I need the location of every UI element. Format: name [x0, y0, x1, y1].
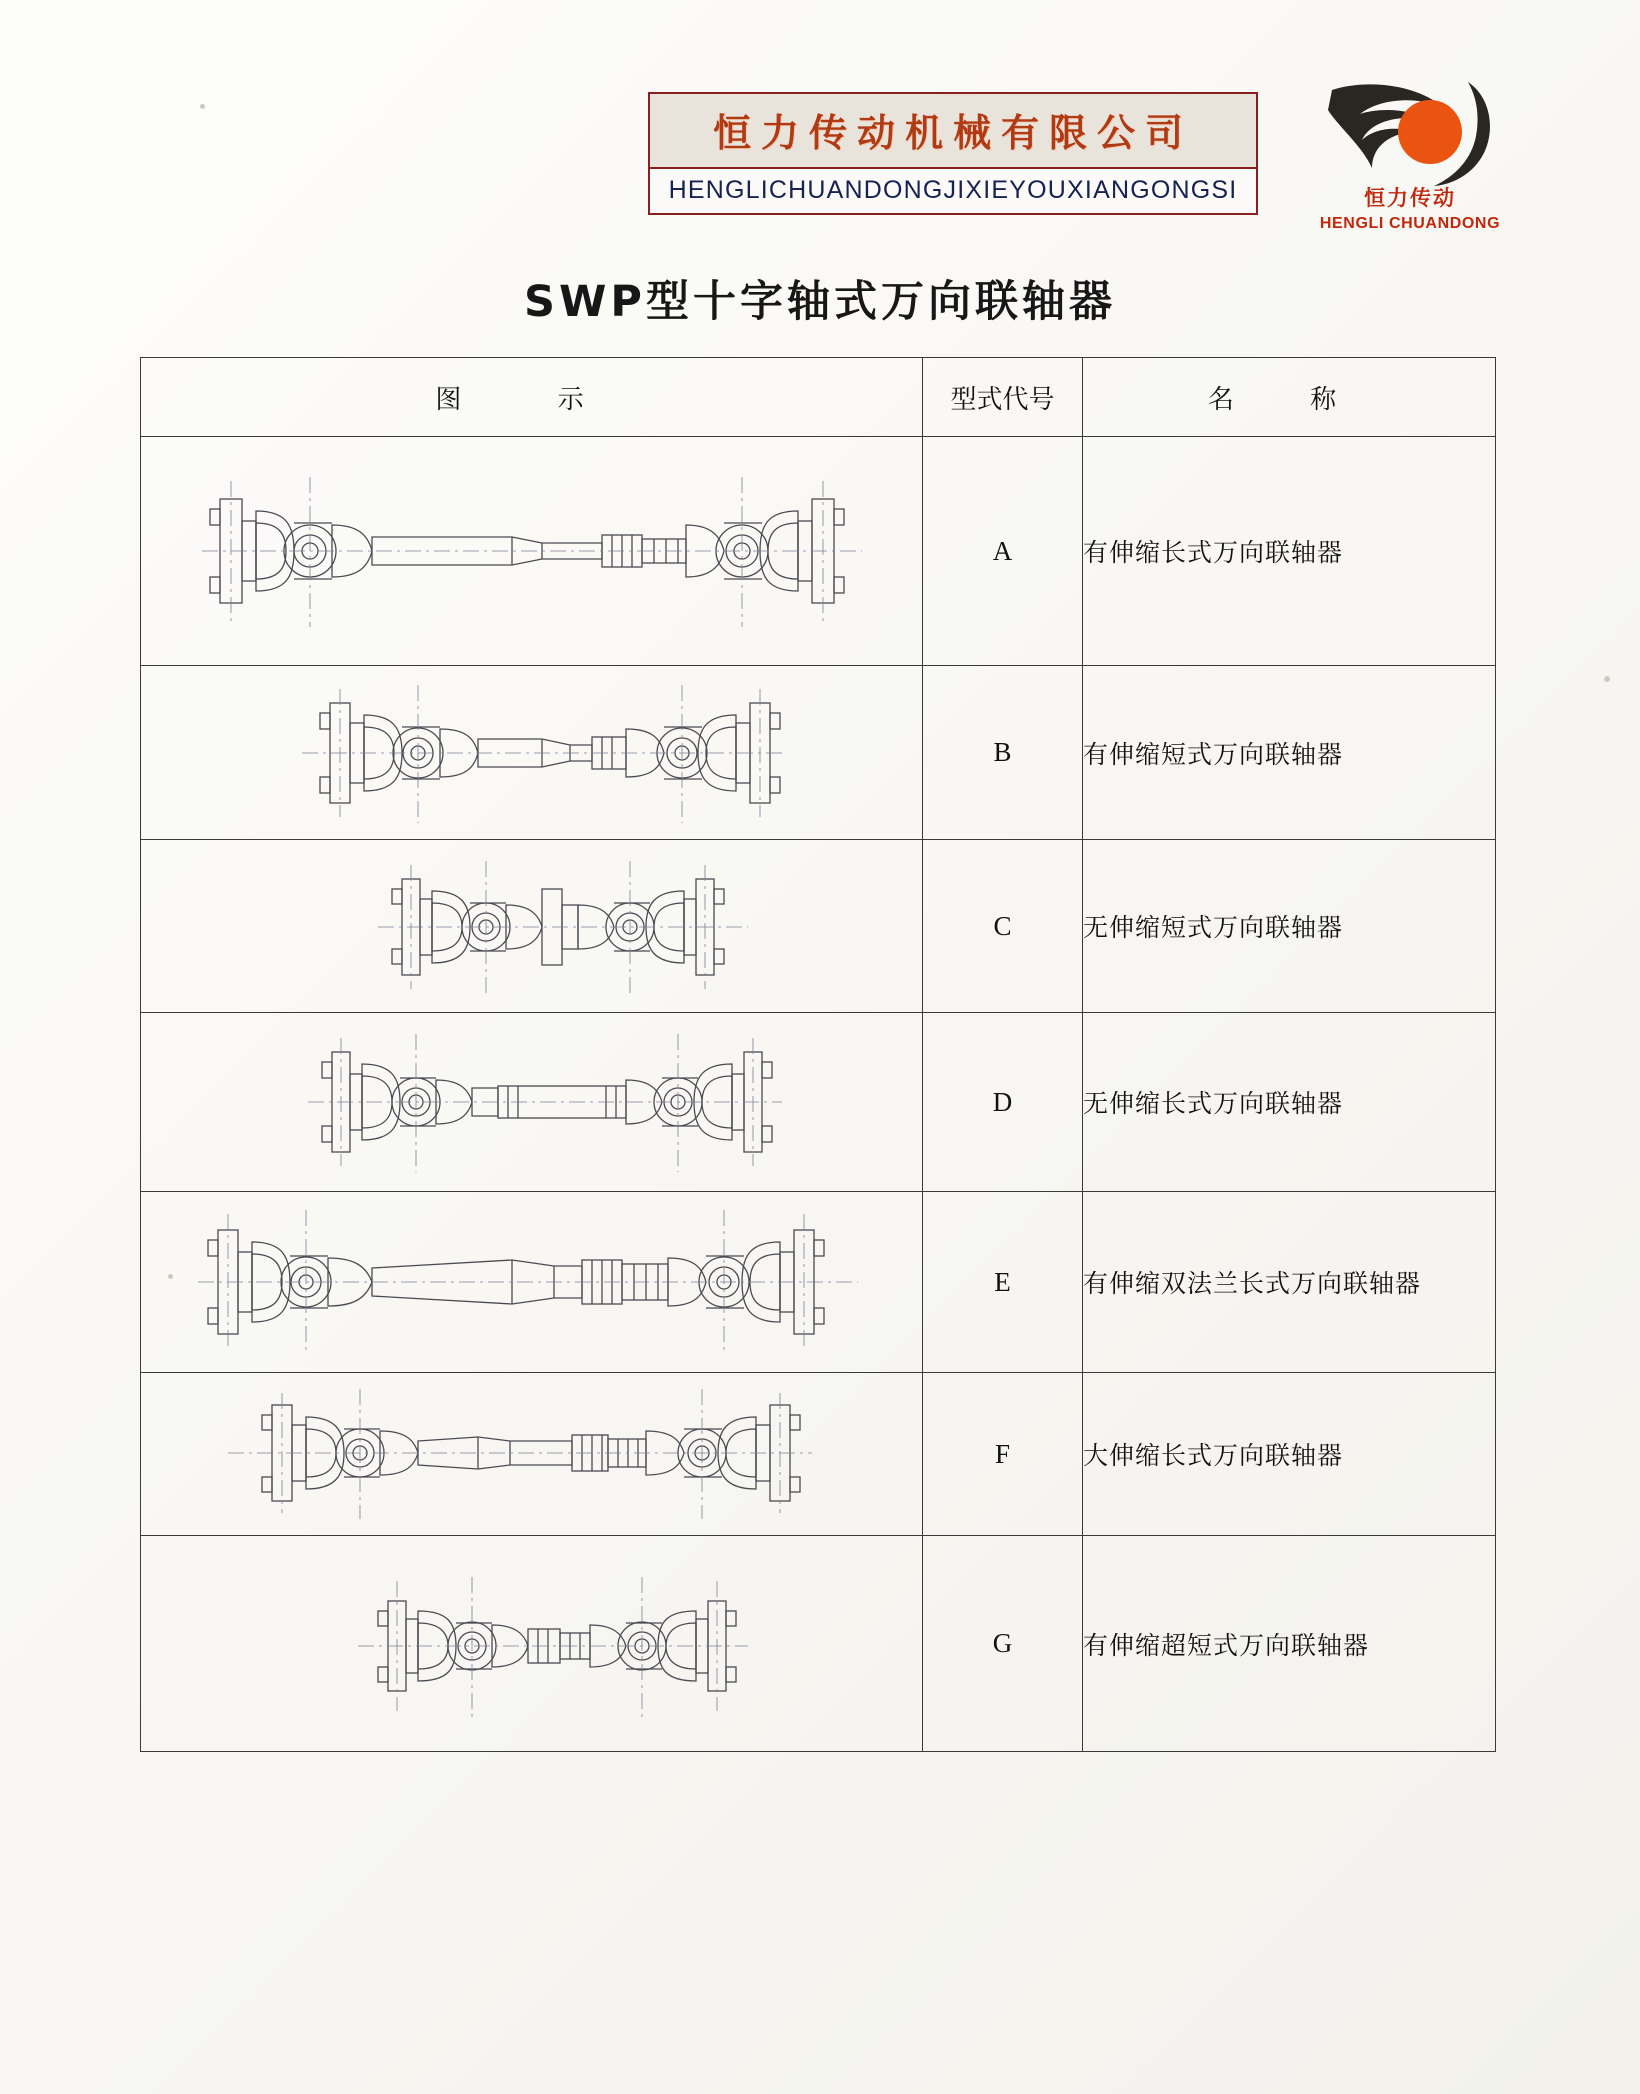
company-name-cn: 恒力传动机械有限公司 [650, 94, 1256, 169]
column-header-figure: 图 示 [141, 358, 923, 437]
name-cell-c: 无伸缩短式万向联轴器 [1083, 840, 1496, 1013]
company-name-box [648, 92, 1258, 215]
code-cell-a: A [923, 437, 1083, 666]
name-cell-e: 有伸缩双法兰长式万向联轴器 [1083, 1192, 1496, 1373]
figure-cell-f [141, 1373, 923, 1536]
scan-speck [1604, 676, 1610, 682]
table-row [141, 1373, 1496, 1536]
figure-cell-g [141, 1536, 923, 1752]
code-cell-d: D [923, 1013, 1083, 1192]
figure-cell-e [141, 1192, 923, 1373]
code-cell-f: F [923, 1373, 1083, 1536]
table-row [141, 1192, 1496, 1373]
code-cell-g: G [923, 1536, 1083, 1752]
table-row [141, 437, 1496, 666]
logo-text-en: HENGLI CHUANDONG [1319, 215, 1501, 232]
page-title: SWP型十字轴式万向联轴器 [524, 277, 1116, 327]
code-cell-c: C [923, 840, 1083, 1013]
name-cell-a: 有伸缩长式万向联轴器 [1083, 437, 1496, 666]
table-row [141, 1536, 1496, 1752]
name-cell-b: 有伸缩短式万向联轴器 [1083, 666, 1496, 840]
column-header-code: 型式代号 [923, 358, 1083, 437]
figure-cell-b [141, 666, 923, 840]
figure-cell-a [141, 437, 923, 666]
logo-mark-icon [1318, 74, 1503, 192]
name-cell-g: 有伸缩超短式万向联轴器 [1083, 1536, 1496, 1752]
table-row [141, 840, 1496, 1013]
name-cell-f: 大伸缩长式万向联轴器 [1083, 1373, 1496, 1536]
table-row [141, 666, 1496, 840]
company-name-en: HENGLICHUANDONGJIXIEYOUXIANGONGSI [668, 176, 1238, 204]
table-header-row [141, 358, 1496, 437]
document-header [0, 92, 1640, 242]
table-row [141, 1013, 1496, 1192]
code-cell-e: E [923, 1192, 1083, 1373]
logo-text-cn: 恒力传动 [1364, 186, 1456, 210]
figure-cell-d [141, 1013, 923, 1192]
company-logo [1300, 74, 1520, 244]
coupling-types-table [140, 357, 1496, 1752]
figure-cell-c [141, 840, 923, 1013]
code-cell-b: B [923, 666, 1083, 840]
name-cell-d: 无伸缩长式万向联轴器 [1083, 1013, 1496, 1192]
column-header-name: 名 称 [1083, 358, 1496, 437]
